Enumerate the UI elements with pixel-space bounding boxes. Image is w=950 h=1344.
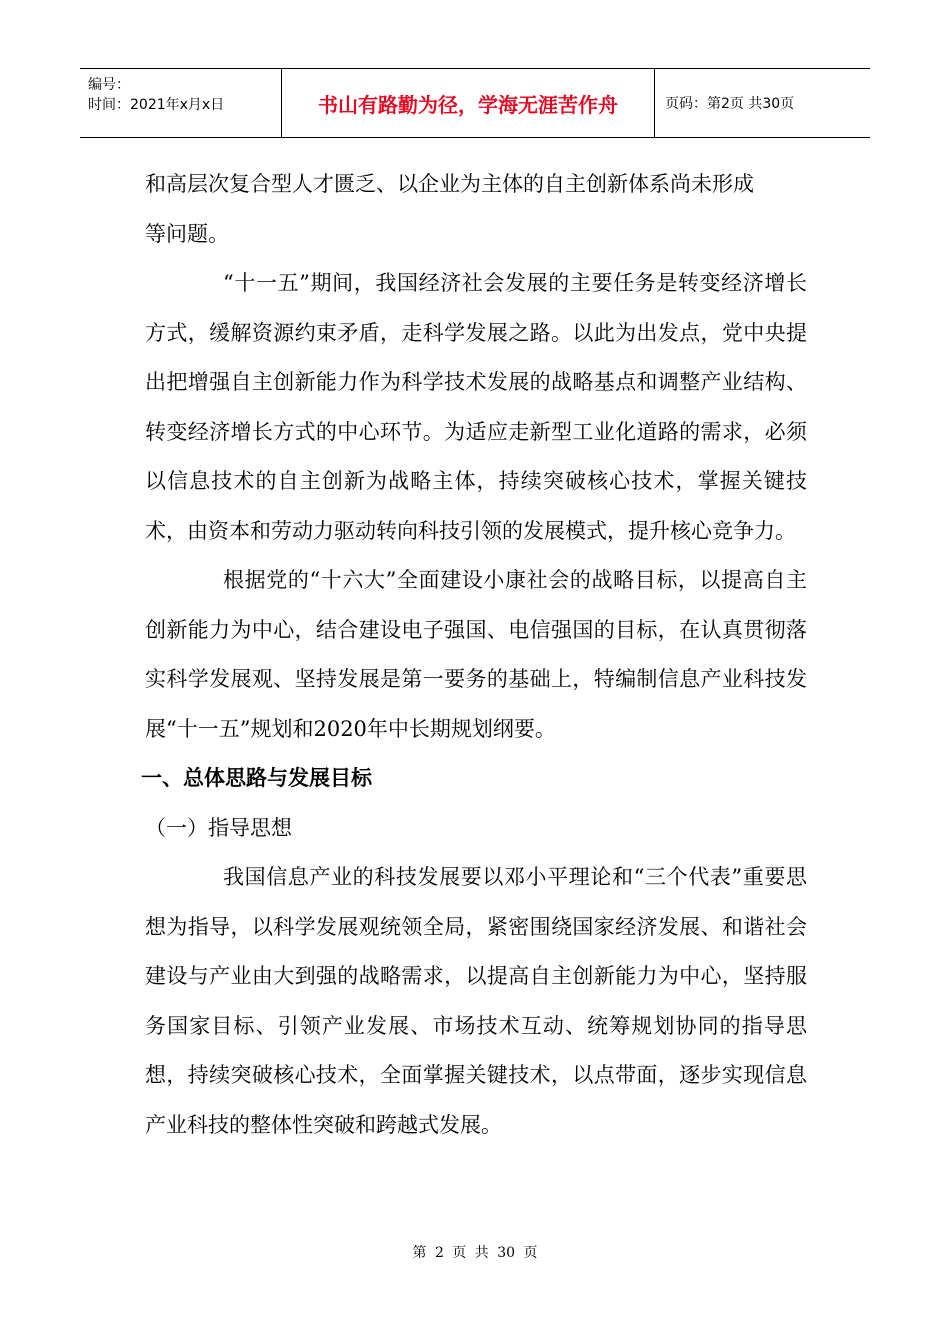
header-motto: 书山有路勤为径，学海无涯苦作舟 — [282, 69, 655, 137]
date-label: 时间：2021年x月x日 — [88, 97, 225, 113]
header-meta — [80, 69, 282, 137]
serial-label: 编号： — [88, 77, 130, 93]
document-body — [141, 160, 807, 1150]
section-heading: 一、总体思路与发展目标 — [141, 766, 372, 790]
paragraph-1-line-1: 和高层次复合型人才匮乏、以企业为主体的自主创新体系尚未形成 — [145, 172, 754, 196]
page-header — [80, 68, 870, 138]
paragraph-4: 我国信息产业的科技发展要以邓小平理论和“三个代表”重要思想为指导，以科学发展观统领全局，紧密围绕国家经济发展、和谐社会建设与产业由大到强的战略需求，以提高自主创新能力为中心，坚持服务国家目标、引领产业发展、市场技术互动、统筹规划协同的指导思想，持续突破核心技术，全面掌握关键技术，以点带面，逐步实现信息产业科技的整体性突破和跨越式发展。 — [145, 865, 807, 1137]
header-page-info: 页码：第2页 共30页 — [665, 96, 795, 112]
paragraph-1-line-2: 等问题。 — [145, 221, 229, 246]
paragraph-2: “十一五”期间，我国经济社会发展的主要任务是转变经济增长方式，缓解资源约束矛盾，走科学发展之路。以此为出发点，党中央提出把增强自主创新能力作为科学技术发展的战略基点和调整产业结构、转变经济增长方式的中心环节。为适应走新型工业化道路的需求，必须以信息技术的自主创新为战略主体，持续突破核心技术，掌握关键技术，由资本和劳动力驱动转向科技引领的发展模式，提升核心竞争力。 — [145, 271, 807, 543]
subsection-heading: （一）指导思想 — [145, 815, 292, 840]
paragraph-3: 根据党的“十六大”全面建设小康社会的战略目标，以提高自主创新能力为中心，结合建设电子强国、电信强国的目标，在认真贯彻落实科学发展观、坚持发展是第一要务的基础上，特编制信息产业科技发展“十一五”规划和2020年中长期规划纲要。 — [145, 568, 807, 741]
page-footer: 第 2 页 共 30 页 — [412, 1245, 538, 1261]
